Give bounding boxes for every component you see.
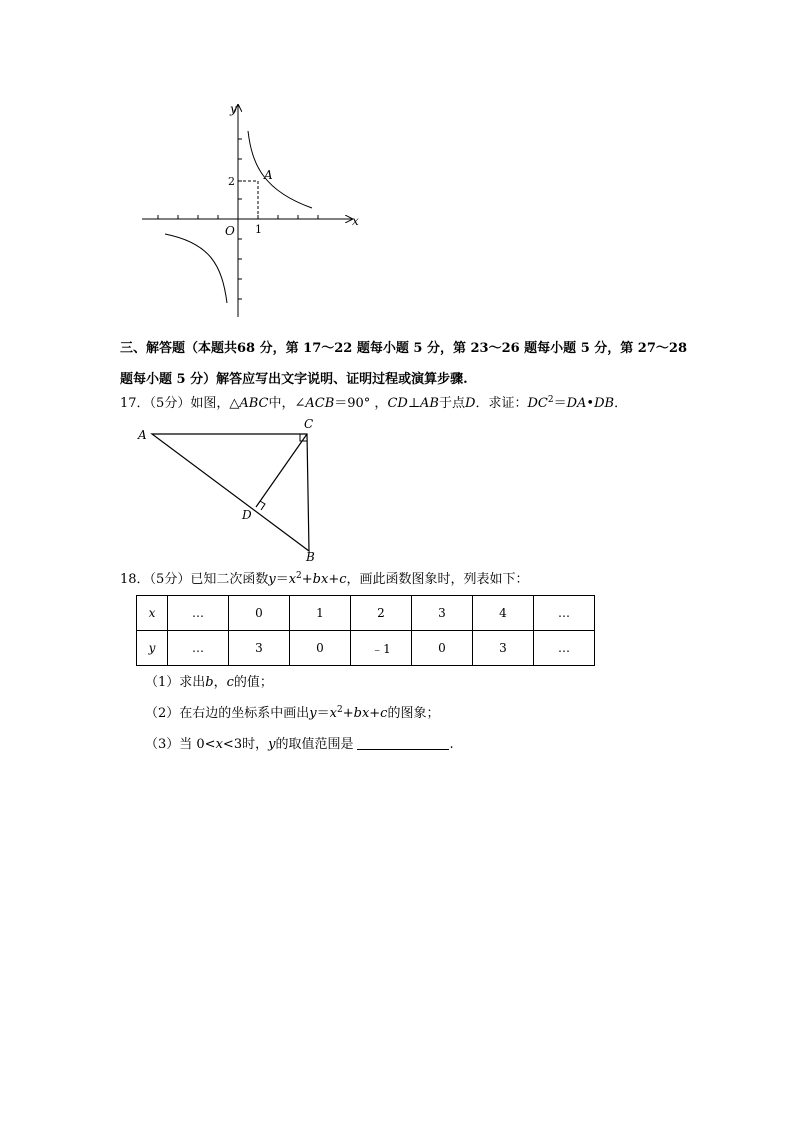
table-cell: 0 xyxy=(412,631,473,666)
table-cell: … xyxy=(534,596,595,631)
q18-p2-rest: +bx+c xyxy=(342,706,388,721)
table-cell: 0 xyxy=(290,631,351,666)
q18-p3-suffix: 的取值范围是 xyxy=(275,737,354,752)
q17-text-2: ＝90° ， xyxy=(334,396,388,411)
y-axis-label: y xyxy=(230,102,237,116)
q18-p1-prefix: （1）求出 xyxy=(145,675,206,690)
right-angle-mark-d xyxy=(260,501,265,510)
q18-p2-prefix: （2）在右边的坐标系中画出 xyxy=(145,706,310,721)
q18-rest: +bx+c xyxy=(301,572,347,587)
q17-d: D xyxy=(465,396,476,411)
vertex-b-label: B xyxy=(306,550,315,563)
altitude-cd xyxy=(256,434,307,507)
q17-text-4: ．求证： xyxy=(475,396,528,411)
q17-abc: ABC xyxy=(239,396,269,411)
q18-prefix: 18．（5分）已知二次函数 xyxy=(120,572,269,587)
q17-perp: ⊥ xyxy=(407,396,421,411)
table-cell: 3 xyxy=(412,596,473,631)
q17-db: DB xyxy=(594,396,615,411)
q18-p3-y: y xyxy=(268,737,276,752)
q18-p1-sep: ， xyxy=(213,675,227,690)
x-axis-label: x xyxy=(352,214,359,228)
origin-label: O xyxy=(225,224,235,238)
x-header: x xyxy=(137,596,168,631)
q18-part-3 xyxy=(145,735,454,755)
right-triangle-figure xyxy=(130,415,330,563)
table-cell: … xyxy=(534,631,595,666)
table-cell: ﹣1 xyxy=(351,631,412,666)
q18-suffix: ，画此函数图象时，列表如下： xyxy=(346,572,529,587)
q18-eq: ＝ xyxy=(275,572,289,587)
q17-cd: CD xyxy=(387,396,408,411)
q18-p2-suffix: 的图象； xyxy=(387,706,440,721)
q17-text-3: 于点 xyxy=(439,396,466,411)
q18-p3-prefix: （3）当 0< xyxy=(145,737,216,752)
table-cell: 1 xyxy=(290,596,351,631)
q17-ab: AB xyxy=(420,396,439,411)
q17-dot: • xyxy=(586,396,595,411)
question-17 xyxy=(120,394,627,414)
q18-part-1 xyxy=(145,673,273,693)
vertex-a-label: A xyxy=(138,428,147,442)
section-heading: 三、解答题（本题共68 分，第 17～22 题每小题 5 分，第 23～26 题每小题 5 分，第 27～28 题每小题 5 分）解答应写出文字说明、证明过程或演算步骤. xyxy=(120,341,687,387)
table-cell: 0 xyxy=(229,596,290,631)
table-cell: 4 xyxy=(473,596,534,631)
table-cell: 3 xyxy=(229,631,290,666)
reciprocal-function-graph xyxy=(130,95,370,330)
q18-p1-b: b xyxy=(205,675,214,690)
vertex-c-label: C xyxy=(304,417,314,431)
vertex-d-label: D xyxy=(242,508,252,522)
q18-p2-y: y xyxy=(309,706,317,721)
q18-p1-c: c xyxy=(226,675,234,690)
table-cell: 2 xyxy=(351,596,412,631)
q18-x: x xyxy=(288,572,297,587)
q18-p2-x: x xyxy=(329,706,337,721)
q17-da: DA xyxy=(566,396,587,411)
q18-p2-eq: ＝ xyxy=(316,706,330,721)
q18-p3-mid: <3时， xyxy=(222,737,269,752)
q18-p2-square: 2 xyxy=(337,705,343,715)
triangle-abc xyxy=(152,434,309,551)
x-tick-label: 1 xyxy=(255,223,262,236)
table-cell: … xyxy=(168,596,229,631)
q17-acb: ACB xyxy=(305,396,335,411)
q17-text-1: 中，∠ xyxy=(268,396,306,411)
answer-blank[interactable] xyxy=(357,736,449,750)
q18-part-2 xyxy=(145,704,439,724)
table-row xyxy=(137,596,595,631)
q17-end: ． xyxy=(614,396,628,411)
q18-p3-x: x xyxy=(215,737,223,752)
table-row xyxy=(137,631,595,666)
q17-dc: DC xyxy=(527,396,548,411)
q17-number: 17．（5分）如图，△ xyxy=(120,396,240,411)
q17-square: 2 xyxy=(547,395,554,405)
y-tick-label: 2 xyxy=(228,175,235,188)
table-cell: 3 xyxy=(473,631,534,666)
q18-p3-end: . xyxy=(449,737,454,752)
value-table xyxy=(136,595,595,666)
y-header: y xyxy=(137,631,168,666)
point-a-label: A xyxy=(264,168,273,182)
q18-y: y xyxy=(268,572,276,587)
q18-p1-suffix: 的值； xyxy=(233,675,273,690)
q17-eq: ＝ xyxy=(553,396,567,411)
q18-square: 2 xyxy=(296,571,302,581)
hyperbola-branch-left xyxy=(165,234,227,303)
table-cell: … xyxy=(168,631,229,666)
question-18 xyxy=(120,570,529,590)
